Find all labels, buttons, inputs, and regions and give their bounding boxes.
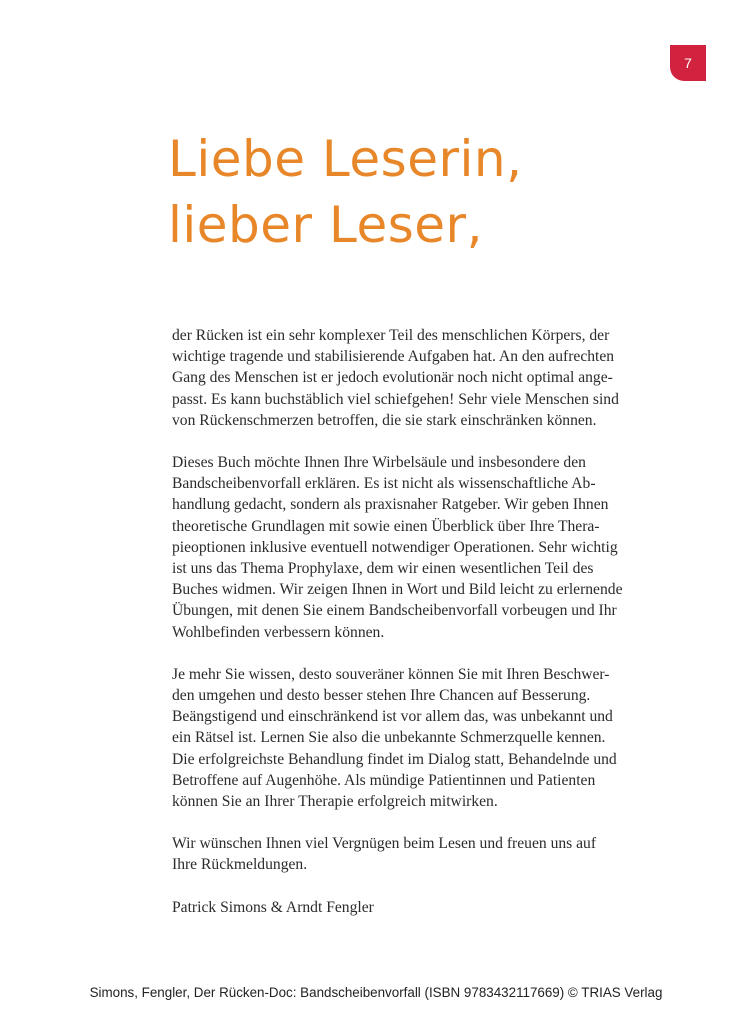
paragraph-3 <box>172 664 672 812</box>
page-number-badge: 7 <box>670 45 706 81</box>
title-line-2: lieber Leser, <box>168 196 483 254</box>
signature <box>172 897 672 918</box>
text-line: Wir wünschen Ihnen viel Vergnügen beim Lesen und freuen uns auf <box>172 835 597 853</box>
text-line: passt. Es kann buchstäblich viel schiefgehen! Sehr viele Menschen sind <box>172 390 619 408</box>
text-line: Buches widmen. Wir zeigen Ihnen in Wort und Bild leicht zu erlernende <box>172 581 623 599</box>
text-line: Beängstigend und einschränkend ist vor allem das, was unbekannt und <box>172 708 613 726</box>
text-line: wichtige tragende und stabilisierende Aufgaben hat. An den aufrechten <box>172 348 615 366</box>
text-line: Betroffene auf Augenhöhe. Als mündige Patientinnen und Patienten <box>172 771 596 789</box>
body-text <box>172 325 672 939</box>
text-line: Die erfolgreichste Behandlung findet im Dialog statt, Behandelnde und <box>172 750 617 768</box>
footer-citation: Simons, Fengler, Der Rücken-Doc: Bandscheibenvorfall (ISBN 9783432117669) © TRIAS Verlag <box>89 985 663 1000</box>
text-line: pieoptionen inklusive eventuell notwendiger Operationen. Sehr wichtig <box>172 538 618 556</box>
text-line: Ihre Rückmeldungen. <box>172 856 308 874</box>
text-line: handlung gedacht, sondern als praxisnaher Ratgeber. Wir geben Ihnen <box>172 496 609 514</box>
signature-text: Patrick Simons & Arndt Fengler <box>172 898 374 916</box>
page-title <box>168 126 688 258</box>
paragraph-4 <box>172 833 672 875</box>
text-line: von Rückenschmerzen betroffen, die sie stark einschränken können. <box>172 411 597 429</box>
text-line: ist uns das Thema Prophylaxe, dem wir einen wesentlichen Teil des <box>172 560 594 578</box>
text-line: Wohlbefinden verbessern können. <box>172 623 385 641</box>
text-line: Dieses Buch möchte Ihnen Ihre Wirbelsäule und insbesondere den <box>172 454 586 472</box>
text-line: der Rücken ist ein sehr komplexer Teil des menschlichen Körpers, der <box>172 327 610 344</box>
title-line-1: Liebe Leserin, <box>168 130 523 188</box>
paragraph-1 <box>172 325 672 431</box>
text-line: können Sie an Ihrer Therapie erfolgreich mitwirken. <box>172 793 498 811</box>
text-line: Übungen, mit denen Sie einem Bandscheibenvorfall vorbeugen und Ihr <box>172 602 617 620</box>
text-line: ein Rätsel ist. Lernen Sie also die unbekannte Schmerzquelle kennen. <box>172 729 606 747</box>
text-line: Bandscheibenvorfall erklären. Es ist nicht als wissenschaftliche Ab- <box>172 475 596 493</box>
text-line: Je mehr Sie wissen, desto souveräner können Sie mit Ihren Beschwer- <box>172 665 610 683</box>
text-line: theoretische Grundlagen mit sowie einen Überblick über Ihre Thera- <box>172 517 600 535</box>
paragraph-2 <box>172 452 672 643</box>
text-line: Gang des Menschen ist er jedoch evolutionär noch nicht optimal ange- <box>172 369 613 387</box>
text-line: den umgehen und desto besser stehen Ihre Chancen auf Besserung. <box>172 687 591 705</box>
